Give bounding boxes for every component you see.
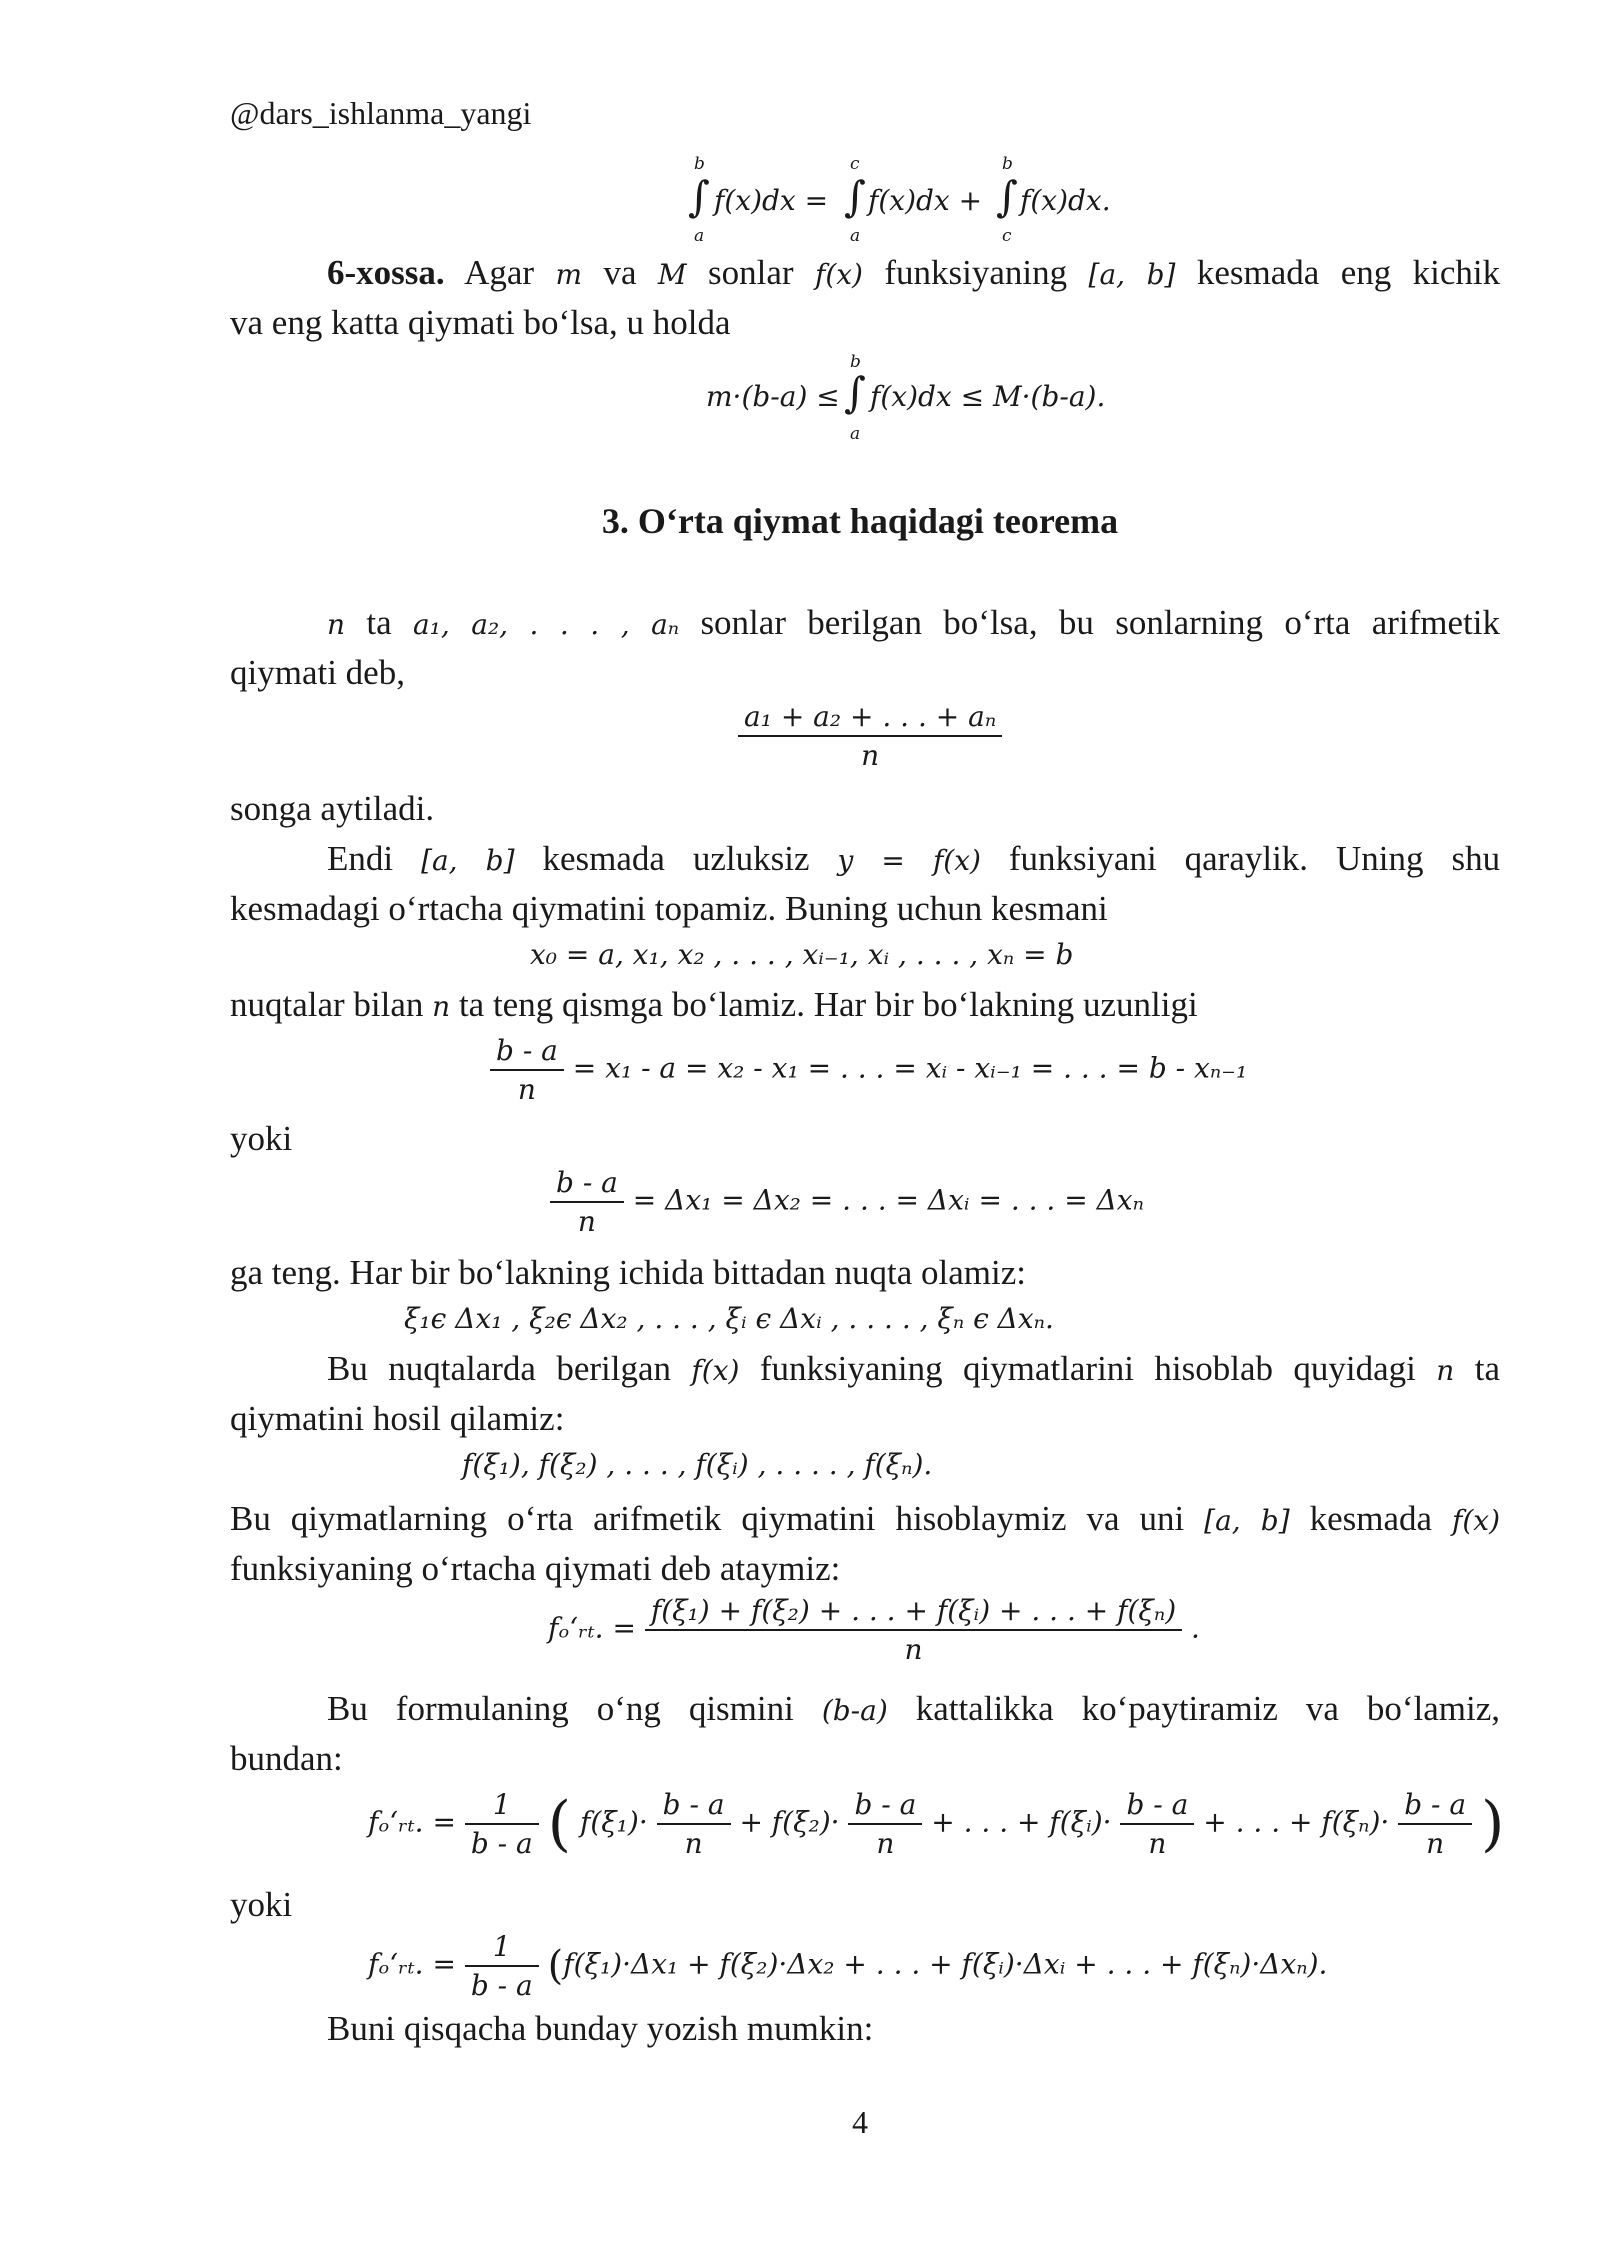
property6-funksiyaning: funksiyaning <box>884 253 1068 292</box>
yoki-line-2: yoki <box>230 1885 293 1924</box>
lengths-formula-2 <box>550 1166 1144 1238</box>
para5-b: funksiyaning qiymatlarini hisoblab quyidagi <box>759 1349 1416 1388</box>
para8-line: Buni qisqacha bunday yozish mumkin: <box>327 2009 874 2048</box>
avg2-term3: + . . . + f(ξᵢ)· <box>931 1805 1112 1839</box>
f2-lower: a <box>850 424 861 444</box>
f1-integral-sign-2: ∫ <box>844 172 866 221</box>
para2-line2: kesmadagi o‘rtacha qiymatini topamiz. Buning uchun kesmani <box>230 889 1108 928</box>
property6-line2: va eng katta qiymati bo‘lsa, u holda <box>230 303 731 342</box>
para1-rest: sonlar berilgan bo‘lsa, bu sonlarning o‘rta arifmetik <box>700 603 1500 642</box>
avg2-term1: f(ξ₁)· <box>579 1805 648 1839</box>
f1-upper-c: c <box>850 154 860 174</box>
avg2-open-paren: ( <box>547 1789 572 1859</box>
para4-line: ga teng. Har bir bo‘lakning ichida bittadan nuqta olamiz: <box>230 1253 1027 1292</box>
para2-function: y = f(x) <box>837 844 981 877</box>
avg2-close-paren: ) <box>1480 1789 1505 1859</box>
xi-points: ξ₁ϵ Δx₁ , ξ₂ϵ Δx₂ , . . . , ξᵢ ϵ Δxᵢ , . . . . , ξₙ ϵ Δxₙ. <box>404 1302 1054 1335</box>
property6-label: 6-xossa. <box>327 253 445 292</box>
para5-n: n <box>1436 1354 1455 1387</box>
para6-line2: funksiyaning o‘rtacha qiymati deb ataymiz: <box>230 1549 841 1588</box>
avg2-frac2-den: n <box>876 1827 895 1860</box>
page-number: 4 <box>852 2104 868 2140</box>
property6-M: M <box>657 258 687 291</box>
para1-ta: ta <box>366 603 392 642</box>
avg2-bma: b - a <box>470 1827 533 1860</box>
para5-ta: ta <box>1474 1349 1500 1388</box>
partition-points: x₀ = a, x₁, x₂ , . . . , xᵢ₋₁, xᵢ , . . . , xₙ = b <box>530 938 1074 971</box>
f1-upper-b-2: b <box>1002 154 1013 174</box>
mean-denominator: n <box>861 739 880 772</box>
para3-b: ta teng qismga bo‘lamiz. Har bir bo‘lakning uzunligi <box>458 985 1198 1024</box>
para2-endi: Endi <box>327 839 394 878</box>
lengths1-denominator: n <box>517 1073 536 1106</box>
para1-n: n <box>327 608 346 641</box>
lengths1-numerator: b - a <box>490 1034 564 1071</box>
avg2-frac2-num: b - a <box>848 1788 922 1825</box>
lengths2-rest: = Δx₁ = Δx₂ = . . . = Δxᵢ = . . . = Δxₙ <box>632 1183 1144 1217</box>
yoki-line-1: yoki <box>230 1119 293 1158</box>
average-formula-1 <box>548 1594 1200 1666</box>
f1-upper-b: b <box>694 154 705 174</box>
para3-line <box>230 980 1500 1032</box>
f2-left: m·(b-a) ≤ <box>706 380 840 413</box>
para6-segment: [a, b] <box>1204 1504 1290 1537</box>
para5-a: Bu nuqtalarda berilgan <box>327 1349 672 1388</box>
para5-fx: f(x) <box>691 1354 740 1387</box>
f-values: f(ξ₁), f(ξ₂) , . . . , f(ξᵢ) , . . . . , f(ξₙ). <box>462 1448 933 1481</box>
para5-line1 <box>230 1344 1500 1396</box>
avg1-lhs: fₒ‘ᵣₜ. = <box>548 1611 636 1645</box>
avg2-lhs: fₒ‘ᵣₜ. = <box>368 1805 456 1839</box>
avg2-frac1-num: b - a <box>657 1788 731 1825</box>
property6-agar: Agar <box>464 253 535 292</box>
para2-shu: shu <box>1451 839 1501 878</box>
avg2-term4: + . . . + f(ξₙ)· <box>1203 1805 1390 1839</box>
para7-a: Bu formulaning o‘ng qismini <box>327 1689 794 1728</box>
para1-sequence: a₁, a₂, . . . , aₙ <box>412 608 680 641</box>
f2-upper: b <box>850 352 861 372</box>
songa-line: songa aytiladi. <box>230 789 435 828</box>
para7-line2: bundan: <box>230 1739 343 1778</box>
lengths2-denominator: n <box>577 1205 596 1238</box>
mean-formula <box>738 700 1002 772</box>
lengths1-rest: = x₁ - a = x₂ - x₁ = . . . = xᵢ - xᵢ₋₁ = . . . = b - xₙ₋₁ <box>572 1051 1248 1085</box>
para6-kesmada: kesmada <box>1309 1499 1433 1538</box>
f1-left: f(x)dx = <box>714 184 829 217</box>
para1-line1 <box>230 598 1500 650</box>
avg3-lhs: fₒ‘ᵣₜ. = <box>368 1947 456 1981</box>
avg1-denominator: n <box>904 1633 923 1666</box>
para7-b: kattalikka ko‘paytiramiz va bo‘lamiz, <box>915 1689 1501 1728</box>
para2-qaraylik: qaraylik. <box>1184 839 1309 878</box>
para2-kesmada: kesmada <box>542 839 665 878</box>
property6-sonlar: sonlar <box>708 253 794 292</box>
property6-m: m <box>555 258 583 291</box>
f2-right: f(x)dx ≤ M·(b-a). <box>870 380 1106 413</box>
avg2-frac4-num: b - a <box>1398 1788 1472 1825</box>
para2-funksiyani: funksiyani <box>1008 839 1157 878</box>
avg2-frac3-den: n <box>1148 1827 1167 1860</box>
f1-mid: f(x)dx + <box>868 184 983 217</box>
para5-line2: qiymatini hosil qilamiz: <box>230 1399 565 1438</box>
mean-numerator: a₁ + a₂ + . . . + aₙ <box>738 700 1002 737</box>
avg2-frac3-num: b - a <box>1120 1788 1194 1825</box>
para6-a: Bu qiymatlarning o‘rta arifmetik qiymatini hisoblaymiz va uni <box>230 1499 1185 1538</box>
avg2-term2: + f(ξ₂)· <box>739 1805 840 1839</box>
para7-line1 <box>230 1684 1500 1736</box>
para2-uning: Uning <box>1336 839 1424 878</box>
avg3-one: 1 <box>465 1930 539 1967</box>
lengths-formula-1 <box>490 1034 1247 1106</box>
para3-a: nuqtalar bilan <box>230 985 424 1024</box>
property6-segment: [a, b] <box>1088 258 1176 291</box>
avg2-frac4-den: n <box>1426 1827 1445 1860</box>
avg1-numerator: f(ξ₁) + f(ξ₂) + . . . + f(ξᵢ) + . . . + f(ξₙ) <box>645 1594 1182 1631</box>
para2-segment: [a, b] <box>421 844 515 877</box>
property6-kesmada: kesmada eng kichik <box>1196 253 1501 292</box>
section-title: 3. O‘rta qiymat haqidagi teorema <box>601 501 1119 541</box>
f1-right: f(x)dx. <box>1020 184 1111 217</box>
property6-va: va <box>603 253 637 292</box>
avg2-one: 1 <box>465 1788 539 1825</box>
avg2-frac1-den: n <box>684 1827 703 1860</box>
para3-n: n <box>432 990 451 1023</box>
f1-lower-a-2: a <box>850 226 861 246</box>
f1-lower-a: a <box>694 226 705 246</box>
avg3-body: f(ξ₁)·Δx₁ + f(ξ₂)·Δx₂ + . . . + f(ξᵢ)·Δxᵢ + . . . + f(ξₙ)·Δxₙ). <box>563 1947 1328 1981</box>
property6-fx: f(x) <box>814 258 863 291</box>
f1-integral-sign: ∫ <box>688 172 710 221</box>
para1-line2: qiymati deb, <box>230 653 405 692</box>
para7-expr: (b-a) <box>821 1694 888 1727</box>
para6-line1 <box>230 1494 1500 1546</box>
lengths2-numerator: b - a <box>550 1166 624 1203</box>
para2-uzluksiz: uzluksiz <box>692 839 810 878</box>
para2-line1 <box>230 834 1500 886</box>
f1-integral-sign-3: ∫ <box>996 172 1018 221</box>
avg1-end: . <box>1191 1611 1200 1645</box>
channel-header: @dars_ishlanma_yangi <box>230 95 532 131</box>
average-formula-2 <box>368 1788 1504 1860</box>
property6-line1 <box>230 248 1500 300</box>
f2-integral-sign: ∫ <box>844 368 866 417</box>
average-formula-3 <box>368 1930 1327 2002</box>
avg3-open-paren: ( <box>547 1943 564 1989</box>
f1-lower-c: c <box>1002 226 1012 246</box>
avg3-bma: b - a <box>470 1969 533 2002</box>
para6-fx: f(x) <box>1451 1504 1500 1537</box>
